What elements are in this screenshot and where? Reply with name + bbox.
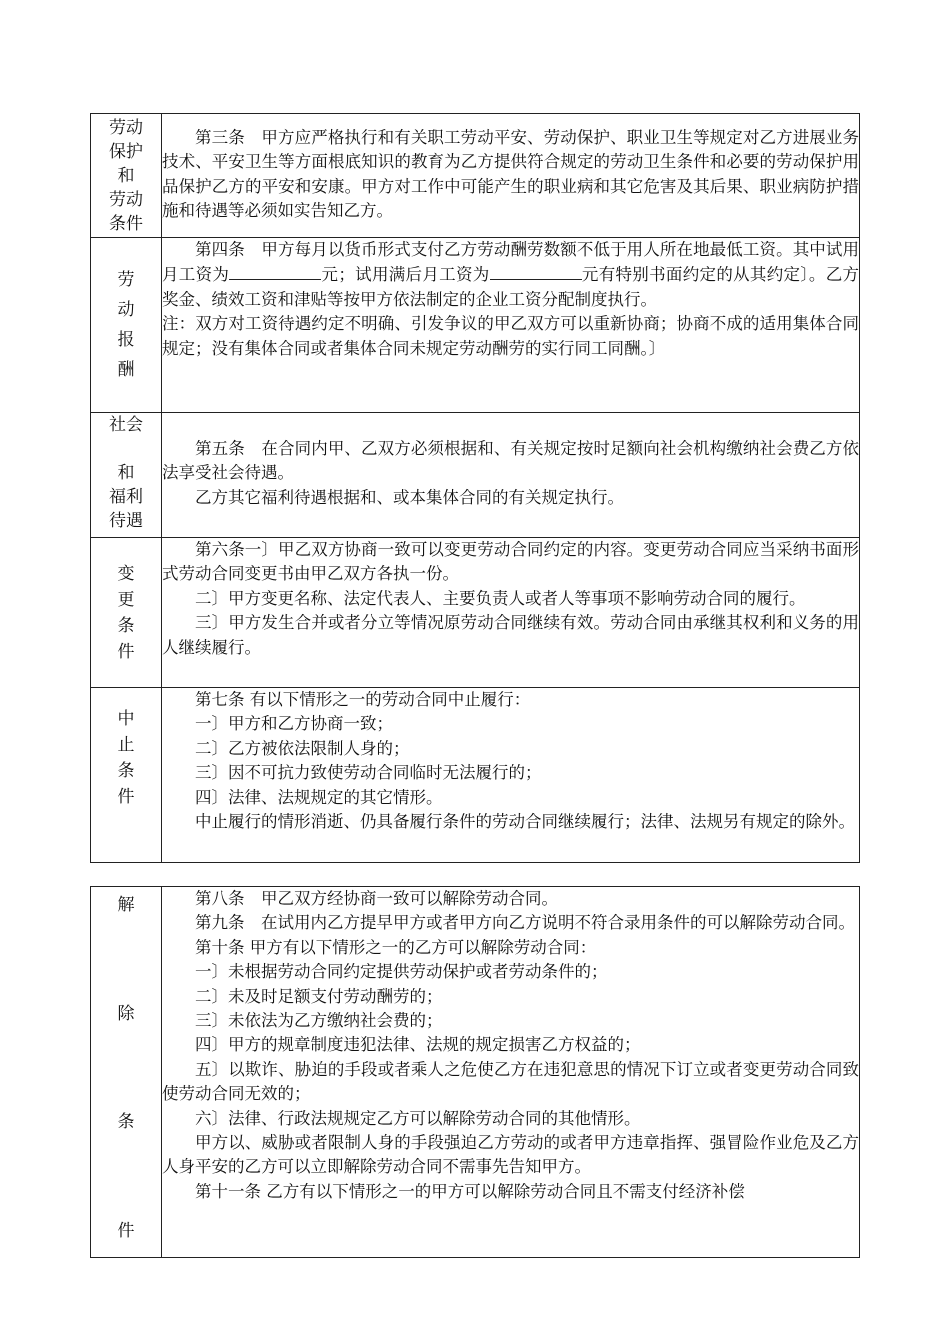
label-char: [91, 437, 161, 461]
label-char: 待遇: [109, 511, 143, 531]
trial-wage-blank: [229, 262, 321, 280]
article-7: 第七条 有以下情形之一的劳动合同中止履行：: [195, 690, 531, 709]
label-char: 中: [117, 709, 135, 729]
label-char: 福利: [109, 487, 143, 507]
label-char: 和: [117, 463, 135, 483]
row-suspension-conditions: [91, 688, 860, 863]
row-content-suspension-conditions: [162, 688, 860, 863]
row-social-welfare: [91, 413, 860, 538]
label-char: 条: [117, 1112, 135, 1133]
row-label-termination-conditions: [91, 887, 162, 1258]
label-char: 劳动: [109, 118, 143, 138]
label-char: 更: [117, 589, 135, 610]
label-char: 除: [117, 1003, 135, 1024]
article-3: 第三条 甲方应严格执行和有关职工劳动平安、劳动保护、职业卫生等规定对乙方进展业务技术、平安卫生等方面根底知识的教育为乙方提供符合规定的劳动卫生条件和必要的劳动保护用品保护乙方的平安和安康。甲方对工作中可能产生的职业病和其它危害及其后果、职业病防护措施和待遇等必须如实告知乙方。: [162, 128, 859, 221]
article-10: 第十条 甲方有以下情形之一的乙方可以解除劳动合同：: [195, 937, 597, 957]
label-char: 解: [117, 895, 135, 915]
row-labor-protection: [91, 114, 860, 238]
article-4-part-a: 第四条 甲方每月以货币形式支付乙方劳动酬劳数额不低于用人所在地最低工资。其中试用月工资为: [162, 240, 859, 285]
regular-wage-blank: [490, 262, 582, 280]
article-4-part-c: 元有特别书面约定的从其约定〕。乙方奖金、绩效工资和津贴等按甲方依法制定的企业工资分配制度执行。: [162, 265, 860, 309]
row-content-labor-protection: [162, 114, 860, 238]
label-char: 报: [117, 330, 135, 350]
wage-note: 注：双方对工资待遇约定不明确、引发争议的甲乙双方可以重新协商；协商不成的适用集体合同规定；没有集体合同或者集体合同未规定劳动酬劳的实行同工同酬。〕: [162, 314, 859, 358]
row-label-change-conditions: [91, 538, 162, 688]
label-char: 保护: [109, 142, 143, 162]
label-char: 条: [117, 761, 135, 781]
article-10-item-3: 三〕未依法为乙方缴纳社会费的；: [195, 1011, 443, 1031]
article-10-item-4: 四〕甲方的规章制度违犯法律、法规的规定损害乙方权益的；: [195, 1035, 641, 1055]
label-char: 件: [117, 1220, 135, 1241]
row-termination-conditions: [91, 887, 860, 1258]
label-char: 止: [117, 735, 135, 755]
label-char: 和: [117, 166, 135, 186]
article-6-item-1: 第六条一〕甲乙双方协商一致可以变更劳动合同约定的内容。变更劳动合同应当采纳书面形式劳动合同变更书由甲乙双方各执一份。: [162, 540, 859, 584]
row-content-social-welfare: [162, 413, 860, 538]
article-11: 第十一条 乙方有以下情形之一的甲方可以解除劳动合同且不需支付经济补偿: [195, 1181, 745, 1201]
label-char: 酬: [117, 360, 135, 380]
article-10-immediate: 甲方以、威胁或者限制人身的手段强迫乙方劳动的或者甲方违章指挥、强冒险作业危及乙方人身平安的乙方可以立即解除劳动合同不需事先告知甲方。: [162, 1133, 859, 1177]
article-7-resume: 中止履行的情形消逝、仍具备履行条件的劳动合同继续履行；法律、法规另有规定的除外。: [195, 812, 855, 832]
article-7-item-4: 四〕法律、法规规定的其它情形。: [195, 787, 443, 807]
label-char: 变: [117, 563, 135, 584]
row-label-remuneration: [91, 238, 162, 413]
article-10-item-1: 一〕未根据劳动合同约定提供劳动保护或者劳动条件的；: [195, 962, 608, 982]
label-char: 劳: [117, 270, 135, 290]
article-7-item-1: 一〕甲方和乙方协商一致；: [195, 714, 393, 734]
row-content-termination-conditions: [162, 887, 860, 1258]
label-char: 条件: [109, 214, 143, 234]
article-4: [162, 238, 859, 312]
row-remuneration: [91, 238, 860, 413]
article-5: 第五条 在合同内甲、乙双方必须根据和、有关规定按时足额向社会机构缴纳社会费乙方依法享受社会待遇。: [162, 439, 859, 483]
row-content-remuneration: [162, 238, 860, 413]
label-char: 劳动: [109, 190, 143, 210]
row-label-labor-protection: [91, 114, 162, 238]
label-char: 件: [117, 787, 135, 807]
label-char: 条: [117, 615, 135, 636]
label-char: 动: [117, 300, 135, 320]
row-content-change-conditions: [162, 538, 860, 688]
article-5-welfare: 乙方其它福利待遇根据和、或本集体合同的有关规定执行。: [195, 487, 624, 507]
article-9: 第九条 在试用内乙方提早甲方或者甲方向乙方说明不符合录用条件的可以解除劳动合同。: [195, 913, 855, 933]
row-label-suspension-conditions: [91, 688, 162, 863]
row-change-conditions: [91, 538, 860, 688]
contract-table-2: [90, 886, 860, 1258]
article-8: 第八条 甲乙双方经协商一致可以解除劳动合同。: [195, 889, 558, 908]
article-10-item-6: 六〕法律、行政法规规定乙方可以解除劳动合同的其他情形。: [195, 1108, 641, 1128]
article-6-item-2: 二〕甲方变更名称、法定代表人、主要负责人或者人等事项不影响劳动合同的履行。: [195, 588, 806, 608]
article-7-item-2: 二〕乙方被依法限制人身的；: [195, 738, 410, 758]
article-7-item-3: 三〕因不可抗力致使劳动合同临时无法履行的；: [195, 763, 542, 783]
label-char: 社会: [109, 415, 143, 435]
article-6-item-3: 三〕甲方发生合并或者分立等情况原劳动合同继续有效。劳动合同由承继其权利和义务的用人继续履行。: [162, 613, 859, 657]
row-label-social-welfare: [91, 413, 162, 538]
article-10-item-5: 五〕以欺诈、胁迫的手段或者乘人之危使乙方在违犯意思的情况下订立或者变更劳动合同致使劳动合同无效的；: [162, 1059, 859, 1104]
contract-table-1: [90, 113, 860, 863]
article-4-part-b: 元；试用满后月工资为: [321, 265, 490, 285]
label-char: 件: [117, 641, 135, 662]
article-10-item-2: 二〕未及时足额支付劳动酬劳的；: [195, 986, 443, 1006]
